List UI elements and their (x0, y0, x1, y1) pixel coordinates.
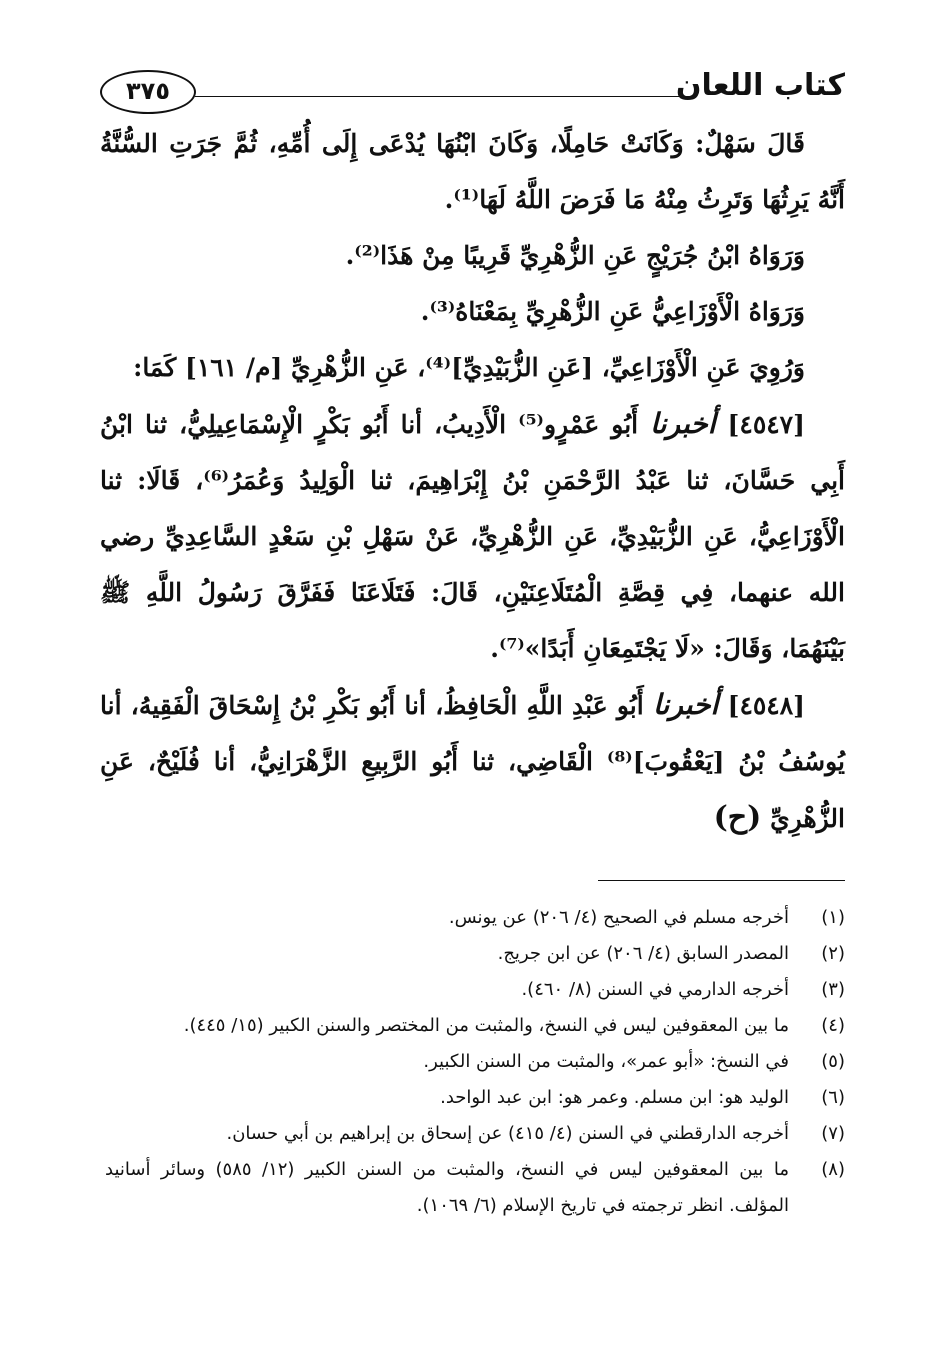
footnote-number: (٥) (821, 1051, 845, 1072)
paragraph-3: وَرَوَاهُ الْأَوْزَاعِيُّ عَنِ الزُّهْرِيِّ بِمَعْنَاهُ⁽³⁾. (420, 297, 805, 326)
hadith-quote: «لَا يَجْتَمِعَانِ أَبَدًا»⁽⁷⁾. (490, 634, 705, 663)
hadith-text: أَبُو عَبْدِ اللَّهِ الْحَافِظُ، أنا أَبُو بَكْرِ بْنُ إِسْحَاقَ الْفَقِيهُ، أنا يُوسُفُ بْنُ [يَعْقُوبَ]⁽⁸⁾ الْقَاضِي، ثنا أَبُو الرَّبِيعِ الزَّهْرَانِيُّ، أنا فُلَيْحٌ، عَنِ الزُّهْرِيِّ (100, 691, 845, 833)
footnote-number: (٣) (821, 979, 845, 1000)
footnote-text: أخرجه الدارقطني في السنن (٤/ ٤١٥) عن إسحاق بن إبراهيم بن أبي حسان. (226, 1123, 789, 1144)
footnote-rule (598, 880, 845, 881)
paragraph-2: وَرَوَاهُ ابْنُ جُرَيْجٍ عَنِ الزُّهْرِيِّ قَرِيبًا مِنْ هَذَا⁽²⁾. (345, 241, 805, 270)
footnote-text: ما بين المعقوفين ليس في النسخ، والمثبت من المختصر والسنن الكبير (١٥/ ٤٤٥). (183, 1015, 789, 1036)
footnote-number: (٤) (821, 1015, 845, 1036)
footnote (105, 1152, 845, 1224)
page-number: ٣٧٥ (100, 70, 196, 114)
hadith-4548 (100, 677, 845, 847)
hadith-text: أَبُو عَمْرٍو⁽⁵⁾ الْأَدِيبُ، أنا أَبُو بَكْرٍ الْإِسْمَاعِيلِيُّ، ثنا ابْنُ أَبِي حَسَّانَ، ثنا عَبْدُ الرَّحْمَنِ بْنُ إِبْرَاهِيمَ، ثنا الْوَلِيدُ وَعُمَرُ⁽⁶⁾، قَالَا: ثنا الْأَوْزَاعِيُّ، عَنِ الزُّبَيْدِيِّ، عَنِ الزُّهْرِيِّ، عَنْ سَهْلِ بْنِ سَعْدٍ السَّاعِدِيِّ رضي الله عنهما، فِي قِصَّةِ الْمُتَلَاعِنَيْنِ، قَالَ: فَتَلَاعَنَا فَفَرَّقَ رَسُولُ اللَّهِ ﷺ بَيْنَهُمَا، وَقَالَ: (100, 410, 845, 663)
paragraph-1: قَالَ سَهْلٌ: وَكَانَتْ حَامِلًا، وَكَانَ ابْنُهَا يُدْعَى إِلَى أُمِّهِ، ثُمَّ جَرَتِ السُّنَّةُ أَنَّهُ يَرِثُهَا وَتَرِثُ مِنْهُ مَا فَرَضَ اللَّهُ لَهَا⁽¹⁾. (100, 129, 845, 214)
main-text (100, 116, 845, 847)
footnote-text: أخرجه مسلم في الصحيح (٤/ ٢٠٦) عن يونس. (448, 907, 789, 928)
footnote-number: (٢) (821, 943, 845, 964)
footnotes (105, 900, 845, 1224)
footnote-number: (٦) (821, 1087, 845, 1108)
footnote-text: الوليد هو: ابن مسلم. وعمر هو: ابن عبد الواحد. (440, 1087, 789, 1108)
footnote-number: (٧) (821, 1123, 845, 1144)
footnote-number: (١) (821, 907, 845, 928)
footnote-text: ما بين المعقوفين ليس في النسخ، والمثبت من السنن الكبير (١٢/ ٥٨٥) وسائر أسانيد المؤلف. انظر ترجمته في تاريخ الإسلام (٦/ ١٠٦٩). (105, 1159, 789, 1216)
hadith-number: [٤٥٤٨] (727, 691, 805, 720)
header-rule (195, 96, 695, 97)
hadith-keyword: أخبرنا (650, 407, 716, 440)
book-title: كتاب اللعان (675, 68, 845, 103)
footnote (105, 1044, 845, 1080)
tahwil-sign: (ح) (713, 800, 762, 835)
footnote-text: في النسخ: «أبو عمر»، والمثبت من السنن الكبير. (423, 1051, 789, 1072)
hadith-number: [٤٥٤٧] (727, 410, 805, 439)
footnote (105, 1080, 845, 1116)
footnote (105, 972, 845, 1008)
hadith-4547 (100, 396, 845, 677)
footnote-text: المصدر السابق (٤/ ٢٠٦) عن ابن جريج. (497, 943, 789, 964)
footnote (105, 936, 845, 972)
footnote (105, 900, 845, 936)
footnote-text: أخرجه الدارمي في السنن (٨/ ٤٦٠). (521, 979, 789, 1000)
page-header (100, 58, 845, 118)
paragraph-4: وَرُوِيَ عَنِ الْأَوْزَاعِيِّ، [عَنِ الزُّبَيْدِيِّ]⁽⁴⁾، عَنِ الزُّهْرِيِّ [م/ ١٦١] كَمَا: (133, 353, 805, 382)
footnote-number: (٨) (821, 1159, 845, 1180)
footnote (105, 1116, 845, 1152)
hadith-keyword: أخبرنا (653, 688, 719, 721)
footnote (105, 1008, 845, 1044)
